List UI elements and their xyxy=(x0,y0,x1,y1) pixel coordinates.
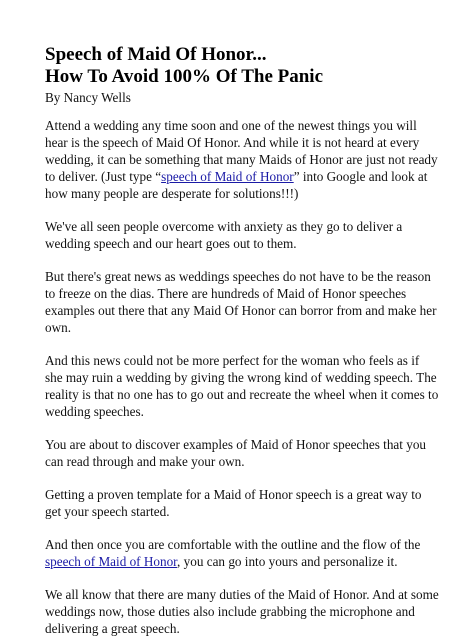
paragraph-8: We all know that there are many duties of the Maid of Honor. And at some weddings now, those duties also include grabbing the microphone and delivering a great speech. xyxy=(45,587,439,636)
speech-link-1[interactable]: speech of Maid of Honor xyxy=(161,169,294,184)
paragraph-5: You are about to discover examples of Maid of Honor speeches that you can read through and make your own. xyxy=(45,437,427,469)
paragraph-4: And this news could not be more perfect for the woman who feels as if she may ruin a wedding by giving the wrong kind of wedding speech. The reality is that no one has to go out and recreate the wheel when it comes to wedding speeches. xyxy=(45,353,439,419)
paragraph-1-text-a: Attend a wedding any time soon and one of the newest things you will hear is the speech of Maid Of Honor. And while it is not heard at every wedding, it can be something that many Maids of Honor are just not ready to deliver. (Just type “ xyxy=(45,118,438,184)
paragraph-7-text-b: , you can go into yours and personalize it. xyxy=(177,554,398,569)
paragraph-2: We've all seen people overcome with anxiety as they go to deliver a wedding speech and our heart goes out to them. xyxy=(45,219,403,251)
document-title xyxy=(45,44,440,88)
author-byline: By Nancy Wells xyxy=(45,90,131,105)
paragraph-7 xyxy=(45,536,440,570)
paragraph-7-text-a: And then once you are comfortable with the outline and the flow of the xyxy=(45,537,421,552)
title-line-1: Speech of Maid Of Honor... xyxy=(45,44,267,65)
title-line-2: How To Avoid 100% Of The Panic xyxy=(45,66,324,87)
paragraph-3: But there's great news as weddings speeches do not have to be the reason to freeze on the dias. There are hundreds of Maid of Honor speeches examples out there that any Maid Of Honor can borror from and make her own. xyxy=(45,269,437,335)
speech-link-2[interactable]: speech of Maid of Honor xyxy=(45,554,178,569)
paragraph-6: Getting a proven template for a Maid of Honor speech is a great way to get your speech started. xyxy=(45,487,422,519)
paragraph-1 xyxy=(45,117,440,202)
paragraph-1-text-b: ” into Google and look at how many people are desperate for solutions!!!) xyxy=(45,169,428,201)
